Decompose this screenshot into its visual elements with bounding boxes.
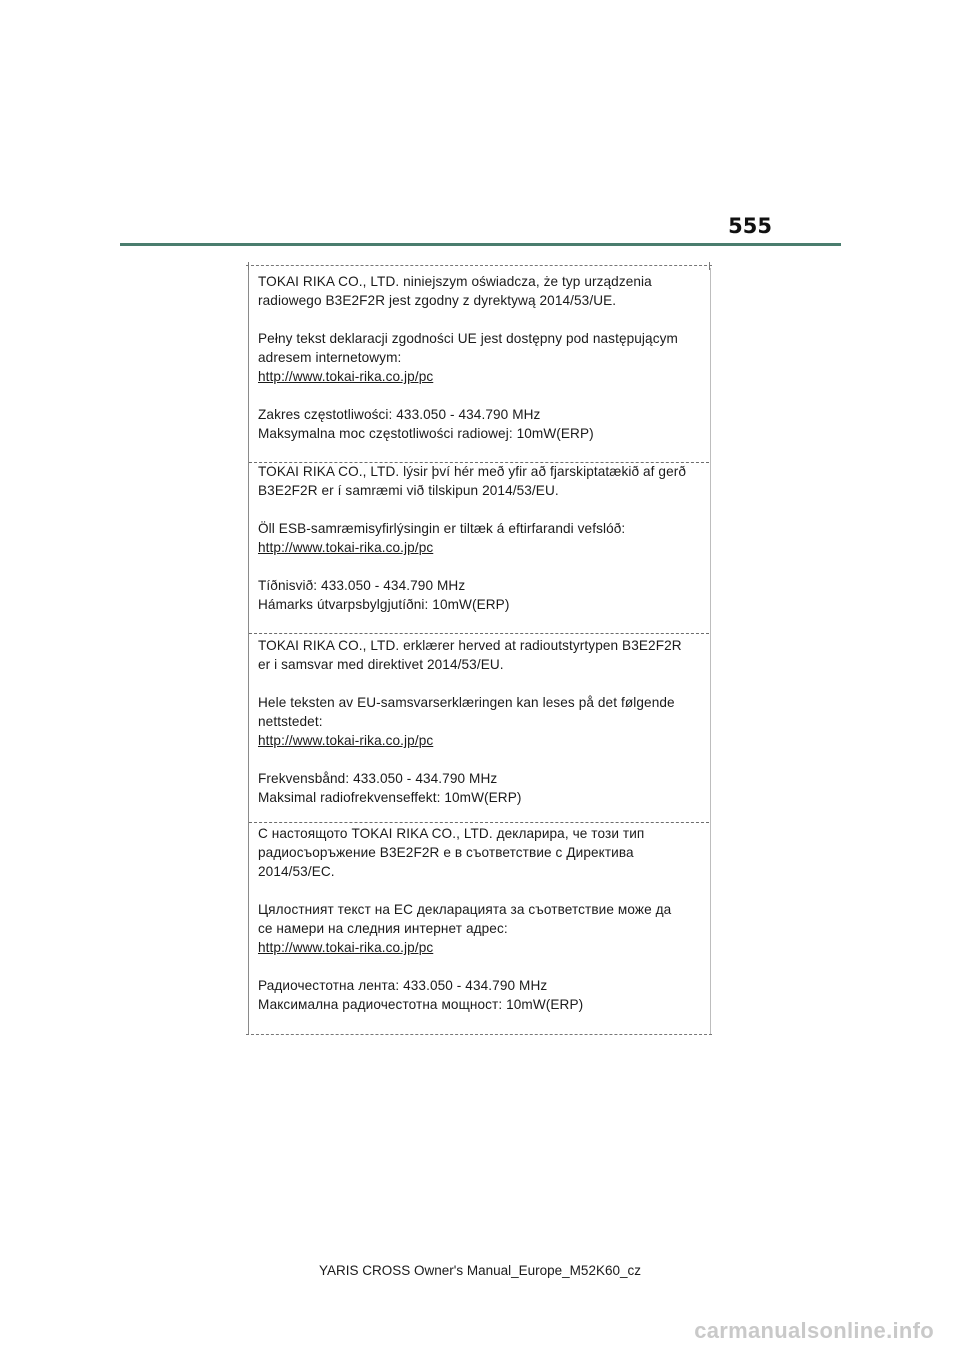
spacer: [258, 674, 708, 693]
header-rule: [120, 243, 841, 246]
text-line: Tíðnisvið: 433.050 - 434.790 MHz: [258, 578, 466, 593]
url-link[interactable]: http://www.tokai-rika.co.jp/pc: [258, 369, 434, 384]
text-line: Maksymalna moc częstotliwości radiowej: 10mW(ERP): [258, 426, 594, 441]
section-divider: [249, 633, 709, 634]
text-line: radiowego B3E2F2R jest zgodny z dyrektywą 2014/53/UE.: [258, 293, 617, 308]
text-line: радиосъоръжение B3E2F2R е в съответствие с Директива: [258, 845, 634, 860]
text-line: TOKAI RIKA CO., LTD. lýsir því hér með yfir að fjarskiptatækið af gerð: [258, 464, 687, 479]
page-number: 555: [728, 214, 772, 238]
text-line: се намери на следния интернет адрес:: [258, 921, 508, 936]
text-line: Максимална радиочестотна мощност: 10mW(ERP): [258, 997, 584, 1012]
text-line: Hámarks útvarpsbylgjutíðni: 10mW(ERP): [258, 597, 510, 612]
url-link[interactable]: http://www.tokai-rika.co.jp/pc: [258, 940, 434, 955]
text-line: Öll ESB-samræmisyfirlýsingin er tiltæk á eftirfarandi vefslóð:: [258, 521, 626, 536]
text-line: nettstedet:: [258, 714, 323, 729]
spacer: [258, 557, 708, 576]
declaration-polish: [250, 272, 708, 443]
declaration-icelandic: [250, 462, 708, 614]
declaration-bulgarian: [250, 824, 708, 1014]
declaration-norwegian: [250, 636, 708, 807]
text-line: Pełny tekst deklaracji zgodności UE jest dostępny pod następującym: [258, 331, 678, 346]
spacer: [258, 750, 708, 769]
text-line: Hele teksten av EU-samsvarserklæringen kan leses på det følgende: [258, 695, 675, 710]
text-line: Frekvensbånd: 433.050 - 434.790 MHz: [258, 771, 498, 786]
text-line: Zakres częstotliwości: 433.050 - 434.790 MHz: [258, 407, 541, 422]
spacer: [258, 881, 708, 900]
corner-tick: [248, 262, 249, 270]
spacer: [258, 500, 708, 519]
text-line: adresem internetowym:: [258, 350, 402, 365]
text-line: Радиочестотна лента: 433.050 - 434.790 MHz: [258, 978, 548, 993]
spacer: [258, 957, 708, 976]
text-line: TOKAI RIKA CO., LTD. erklærer herved at radioutstyrtypen B3E2F2R: [258, 638, 682, 653]
frame-top-edge: [246, 265, 712, 266]
manual-footer: YARIS CROSS Owner's Manual_Europe_M52K60_cz: [319, 1263, 641, 1278]
text-line: Цялостният текст на ЕС декларацията за съответствие може да: [258, 902, 672, 917]
text-line: er i samsvar med direktivet 2014/53/EU.: [258, 657, 504, 672]
text-line: Maksimal radiofrekvenseffekt: 10mW(ERP): [258, 790, 522, 805]
corner-tick: [709, 262, 710, 270]
spacer: [258, 386, 708, 405]
frame-bottom-edge: [246, 1034, 712, 1035]
text-line: TOKAI RIKA CO., LTD. niniejszym oświadcza, że typ urządzenia: [258, 274, 652, 289]
text-line: B3E2F2R er í samræmi við tilskipun 2014/53/EU.: [258, 483, 559, 498]
url-link[interactable]: http://www.tokai-rika.co.jp/pc: [258, 733, 434, 748]
spacer: [258, 310, 708, 329]
site-watermark: carmanualsonline.info: [694, 1318, 934, 1343]
text-line: С настоящото TOKAI RIKA CO., LTD. декларира, че този тип: [258, 826, 645, 841]
url-link[interactable]: http://www.tokai-rika.co.jp/pc: [258, 540, 434, 555]
section-divider: [249, 822, 709, 823]
text-line: 2014/53/ЕС.: [258, 864, 335, 879]
